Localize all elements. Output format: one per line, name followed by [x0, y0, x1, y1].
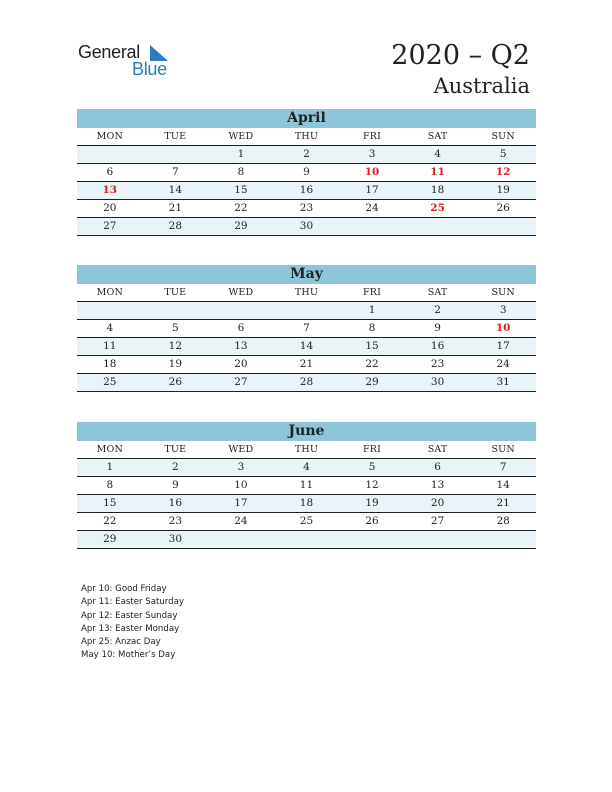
day-cell: 31	[496, 376, 510, 388]
holiday-day-cell: 10	[495, 322, 511, 334]
month-calendar-april	[77, 109, 536, 236]
day-cell: 2	[434, 304, 441, 316]
day-cell	[470, 218, 536, 235]
weekday-label: SUN	[491, 131, 515, 142]
day-cell: 8	[237, 166, 245, 178]
day-cell: 11	[299, 479, 314, 491]
day-cell	[405, 531, 471, 548]
day-cell: 7	[499, 461, 507, 473]
week-row	[77, 164, 536, 182]
week-row	[77, 200, 536, 218]
month-name: June	[77, 422, 536, 441]
day-cell: 6	[237, 322, 245, 334]
week-row	[77, 302, 536, 320]
day-cell	[339, 531, 405, 548]
weekday-label: SAT	[427, 444, 448, 455]
day-cell: 27	[430, 515, 445, 527]
day-cell: 12	[168, 340, 183, 352]
day-cell	[405, 218, 471, 235]
weekday-header-row	[77, 441, 536, 459]
country-name: Australia	[433, 74, 530, 98]
day-cell: 26	[496, 202, 510, 214]
day-cell: 20	[234, 358, 248, 370]
week-row	[77, 531, 536, 549]
day-cell: 14	[168, 184, 183, 196]
weekday-label: THU	[294, 444, 319, 455]
weekday-header-row	[77, 128, 536, 146]
day-cell	[274, 531, 340, 548]
day-cell: 4	[434, 148, 441, 160]
day-cell: 5	[172, 322, 179, 334]
weekday-label: TUE	[164, 444, 187, 455]
day-cell: 3	[368, 148, 376, 160]
day-cell: 24	[496, 358, 510, 370]
week-row	[77, 356, 536, 374]
day-cell: 19	[496, 184, 510, 196]
day-cell: 21	[168, 202, 183, 214]
day-cell: 22	[234, 202, 248, 214]
day-cell: 24	[365, 202, 379, 214]
day-cell: 28	[496, 515, 510, 527]
day-cell: 22	[365, 358, 379, 370]
month-name: April	[77, 109, 536, 128]
day-cell: 26	[168, 376, 183, 388]
weekday-label: MON	[96, 287, 123, 298]
weekday-label: SAT	[427, 287, 448, 298]
day-cell: 23	[299, 202, 314, 214]
weekday-label: SUN	[491, 287, 515, 298]
weekday-label: THU	[294, 287, 319, 298]
month-name: May	[77, 265, 536, 284]
weekday-label: FRI	[362, 131, 382, 142]
week-row	[77, 459, 536, 477]
month-calendar-may	[77, 265, 536, 392]
day-cell: 26	[365, 515, 379, 527]
day-cell: 5	[499, 148, 507, 160]
day-cell: 14	[496, 479, 510, 491]
day-cell: 29	[234, 220, 248, 232]
day-cell	[208, 302, 274, 319]
weekday-label: FRI	[362, 444, 382, 455]
day-cell: 29	[365, 376, 379, 388]
day-cell: 24	[234, 515, 248, 527]
day-cell: 3	[237, 461, 245, 473]
day-cell: 5	[368, 461, 376, 473]
day-cell: 28	[168, 220, 183, 232]
day-cell: 3	[499, 304, 507, 316]
weekday-label: WED	[228, 131, 254, 142]
day-cell	[143, 302, 209, 319]
day-cell: 14	[299, 340, 314, 352]
day-cell: 29	[103, 533, 117, 545]
month-calendar-june	[77, 422, 536, 549]
day-cell: 19	[168, 358, 183, 370]
day-cell: 18	[299, 497, 314, 509]
day-cell: 25	[299, 515, 314, 527]
day-cell: 20	[103, 202, 117, 214]
holiday-notes	[81, 583, 184, 663]
day-cell	[339, 218, 405, 235]
day-cell: 8	[106, 479, 114, 491]
day-cell: 2	[303, 148, 310, 160]
logo-text-blue: Blue	[132, 59, 167, 79]
day-cell: 28	[299, 376, 314, 388]
week-row	[77, 374, 536, 392]
day-cell: 17	[365, 184, 379, 196]
day-cell: 16	[430, 340, 445, 352]
week-row	[77, 513, 536, 531]
day-cell: 17	[496, 340, 510, 352]
weekday-label: SAT	[427, 131, 448, 142]
day-cell: 9	[172, 479, 179, 491]
holiday-day-cell: 11	[430, 166, 445, 178]
weekday-label: THU	[294, 131, 319, 142]
holiday-note: May 10: Mother’s Day	[81, 650, 176, 661]
week-row	[77, 338, 536, 356]
day-cell: 23	[168, 515, 183, 527]
weekday-label: SUN	[491, 444, 515, 455]
holiday-note: Apr 13: Easter Monday	[81, 623, 180, 634]
day-cell: 27	[234, 376, 248, 388]
day-cell: 20	[430, 497, 445, 509]
holiday-note: Apr 10: Good Friday	[81, 584, 167, 594]
day-cell: 1	[106, 461, 114, 473]
holiday-note: Apr 12: Easter Sunday	[81, 610, 178, 621]
week-row	[77, 218, 536, 236]
day-cell: 17	[234, 497, 248, 509]
holiday-day-cell: 25	[430, 202, 445, 214]
day-cell: 16	[299, 184, 314, 196]
day-cell	[77, 302, 143, 319]
day-cell: 19	[365, 497, 379, 509]
page-title: 2020 – Q2	[391, 40, 530, 71]
day-cell: 15	[234, 184, 248, 196]
holiday-day-cell: 12	[495, 166, 511, 178]
week-row	[77, 495, 536, 513]
day-cell: 13	[430, 479, 445, 491]
holiday-day-cell: 13	[102, 184, 118, 196]
day-cell: 7	[303, 322, 310, 334]
holiday-day-cell: 10	[364, 166, 380, 178]
day-cell: 22	[103, 515, 117, 527]
day-cell: 9	[303, 166, 310, 178]
weekday-label: WED	[228, 444, 254, 455]
day-cell: 4	[303, 461, 310, 473]
day-cell: 2	[172, 461, 179, 473]
day-cell: 8	[368, 322, 376, 334]
holiday-note: Apr 11: Easter Saturday	[81, 597, 184, 608]
day-cell: 27	[103, 220, 117, 232]
day-cell	[208, 531, 274, 548]
day-cell: 13	[234, 340, 248, 352]
day-cell	[77, 146, 143, 163]
day-cell: 25	[103, 376, 117, 388]
day-cell: 15	[365, 340, 379, 352]
weekday-label: MON	[96, 131, 123, 142]
day-cell: 6	[106, 166, 114, 178]
day-cell: 4	[106, 322, 114, 334]
day-cell	[143, 146, 209, 163]
day-cell: 18	[103, 358, 117, 370]
day-cell: 6	[434, 461, 441, 473]
day-cell: 18	[430, 184, 445, 196]
day-cell: 30	[299, 220, 314, 232]
day-cell: 1	[237, 148, 245, 160]
logo-text-general: General	[78, 42, 140, 62]
week-row	[77, 477, 536, 495]
day-cell: 30	[430, 376, 445, 388]
weekday-header-row	[77, 284, 536, 302]
day-cell: 30	[168, 533, 183, 545]
day-cell: 7	[172, 166, 179, 178]
day-cell: 12	[365, 479, 379, 491]
week-row	[77, 146, 536, 164]
day-cell	[470, 531, 536, 548]
weekday-label: TUE	[164, 131, 187, 142]
holiday-note: Apr 25: Anzac Day	[81, 637, 161, 648]
logo	[78, 42, 178, 78]
day-cell: 23	[430, 358, 445, 370]
weekday-label: WED	[228, 287, 254, 298]
day-cell: 21	[496, 497, 510, 509]
day-cell: 21	[299, 358, 314, 370]
day-cell: 15	[103, 497, 117, 509]
day-cell: 1	[368, 304, 376, 316]
weekday-label: MON	[96, 444, 123, 455]
day-cell: 10	[234, 479, 248, 491]
day-cell: 9	[434, 322, 441, 334]
day-cell: 16	[168, 497, 183, 509]
week-row	[77, 182, 536, 200]
day-cell	[274, 302, 340, 319]
week-row	[77, 320, 536, 338]
day-cell: 11	[103, 340, 117, 352]
weekday-label: TUE	[164, 287, 187, 298]
weekday-label: FRI	[362, 287, 382, 298]
